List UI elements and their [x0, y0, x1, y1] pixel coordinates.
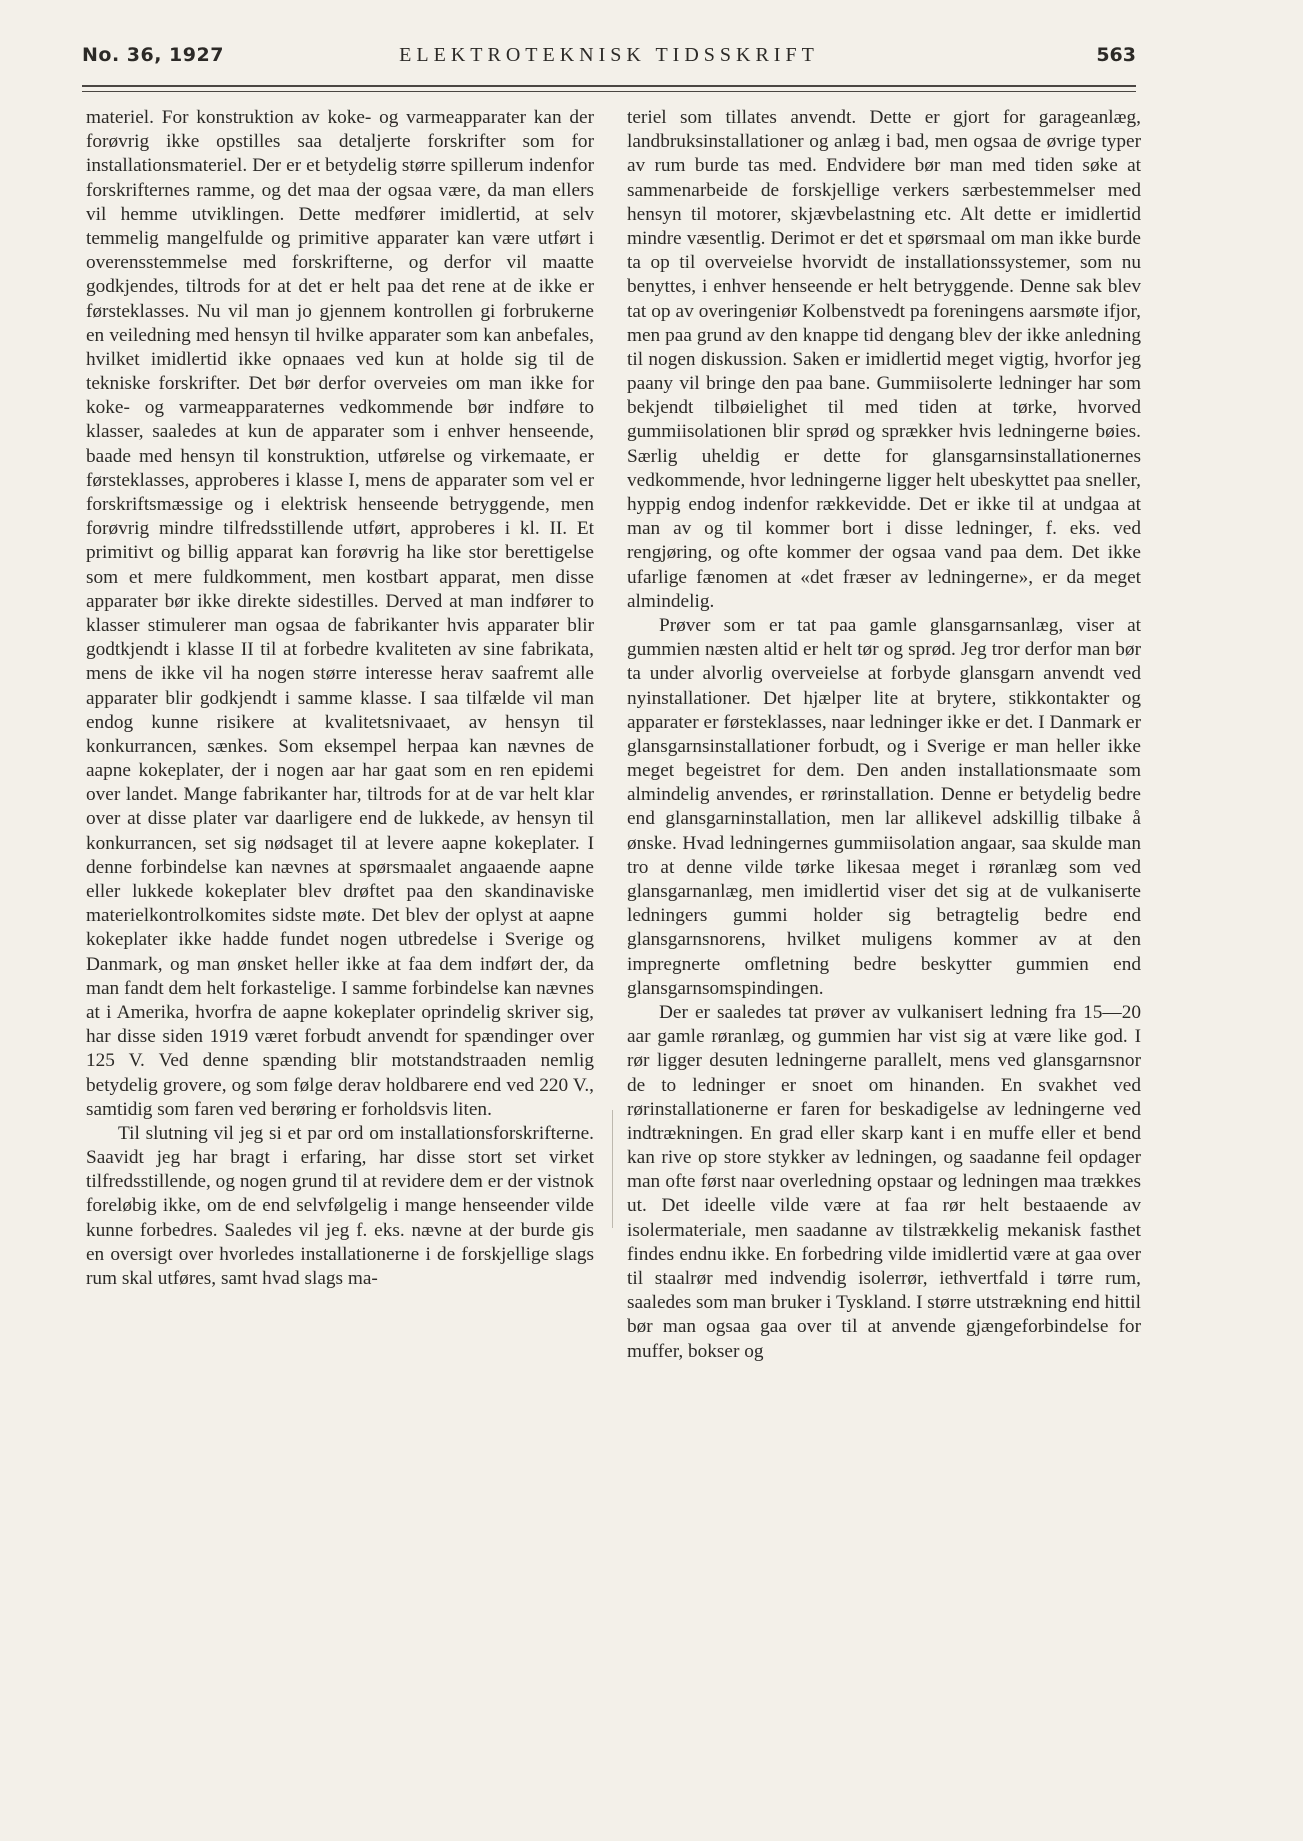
journal-title: ELEKTROTEKNISK TIDSSKRIFT [399, 44, 819, 66]
page-number: 563 [1096, 44, 1136, 66]
page-header [82, 44, 1136, 76]
right-paragraph-3: Der er saaledes tat prøver av vulkanisert ledning fra 15—20 aar gamle røranlæg, og gummien har vist sig at være like god. I rør ligger desuten ledningerne parallelt, mens ved glansgarnsnor de to ledninger er snoet om hinanden. En svakhet ved rørinstallationerne er faren for beskadigelse av ledningerne ved indtrækningen. En grad eller skarp kant i en muffe eller et bend kan rive op store stykker av ledningen, og saadanne feil opdager man ofte først naar overledning opstaar og ledningen maa trækkes ut. Det ideelle vilde være at faa rør helt bestaaende av isolermateriale, men saadanne av tilstrækkelig mekanisk fasthet findes endnu ikke. En forbedring vilde imidlertid være at gaa over til staalrør med indvendig isolerrør, iethvertfald i tørre rum, saaledes som man bruker i Tyskland. I større utstrækning end hittil bør man ogsaa gaa over til at anvende gjængeforbindelse for muffer, bokser og [627, 1001, 1141, 1362]
column-divider [612, 1110, 613, 1228]
left-column [86, 106, 594, 1291]
right-paragraph-1: teriel som tillates anvendt. Dette er gjort for garageanlæg, landbruksinstallationer og anlæg i bad, men ogsaa de øvrige typer av rum burde tas med. Endvidere bør man med tiden søke at sammenarbeide de forskjellige verkers særbestemmelser med hensyn til motorer, skjævbelastning etc. Alt dette er imidlertid mindre væsentlig. Derimot er det et spørsmaal om man ikke burde ta op til overveielse hvorvidt de installationssystemer, som nu benyttes, i enhver henseende er helt betryggende. Denne sak blev tat op av overingeniør Kolbenstvedt pa foreningens aarsmøte ifjor, men paa grund av den knappe tid dengang blev der ikke anledning til nogen diskussion. Saken er imidlertid meget vigtig, hvorfor jeg paany vil bringe den paa bane. Gummiisolerte ledninger har som bekjendt tilbøielighet til med tiden at tørke, hvorved gummiisolationen blir sprød og sprækker hvis ledningerne bøies. Særlig uheldig er dette for glansgarnsinstallationernes vedkommende, hvor ledningerne ligger helt ubeskyttet paa sneller, hyppig endog indenfor rækkevidde. Det er ikke til at undgaa at man av og til kommer bort i disse ledninger, f. eks. ved rengjøring, og ofte kommer der ogsaa vand paa dem. Det ikke ufarlige fænomen at «det fræser av ledningerne», er da meget almindelig. [627, 107, 1141, 612]
right-column [627, 106, 1141, 1364]
left-paragraph-1: materiel. For konstruktion av koke- og varmeapparater kan der forøvrig ikke opstilles saa detaljerte forskrifter som for installationsmateriel. Der er et betydelig større spillerum indenfor forskrifternes ramme, og det maa der ogsaa være, da man ellers vil hemme utviklingen. Dette medfører imidlertid, at selv temmelig mangelfulde og primitive apparater kan være utført i overensstemmelse med forskrifterne, og derfor vil maatte godkjendes, tiltrods for at det er helt paa det rene at de ikke er førsteklasses. Nu vil man jo gjennem kontrollen gi forbrukerne en veiledning med hensyn til hvilke apparater som kan anbefales, hvilket imidlertid ikke opnaaes ved kun at holde sig til de tekniske forskrifter. Det bør derfor overveies om man ikke for koke- og varmeapparaternes vedkommende bør indføre to klasser, saaledes at kun de apparater som i enhver henseende, baade med hensyn til konstruktion, utførelse og virkemaate, er førsteklasses, approberes i klasse I, mens de apparater som vel er forskriftsmæssige og i elektrisk henseende betryggende, men forøvrig mindre tilfredsstillende utført, approberes i kl. II. Et primitivt og billig apparat kan forøvrig ha like stor berettigelse som et mere fuldkomment, men kostbart apparat, men disse apparater bør ikke direkte sidestilles. Derved at man indfører to klasser stimulerer man ogsaa de fabrikanter hvis apparater blir godtkjendt i klasse II til at forbedre kvaliteten av sine fabrikata, mens de ikke vil ha nogen større interesse herav saafremt alle apparater blir godkjendt i samme klasse. I saa tilfælde vil man endog kunne risikere at kvalitetsnivaaet, av hensyn til konkurrancen, sænkes. Som eksempel herpaa kan nævnes de aapne kokeplater, der i nogen aar har gaat som en ren epidemi over landet. Mange fabrikanter har, tiltrods for at de var helt klar over at disse plater var daarligere end de lukkede, av hensyn til konkurrancen, set sig nødsaget til at levere aapne kokeplater. I denne forbindelse kan nævnes at spørsmaalet angaaende aapne eller lukkede kokeplater blev drøftet paa den skandinaviske materielkontrolkomites sidste møte. Det blev der oplyst at aapne kokeplater ikke hadde fundet nogen utbredelse i Sverige og Danmark, og man ønsket heller ikke at faa dem indført der, da man fandt dem helt forkastelige. I samme forbindelse kan nævnes at i Amerika, hvorfra de aapne kokeplater oprindelig skriver sig, har disse siden 1919 været forbudt anvendt for spændinger over 125 V. Ved denne spænding blir motstandstraaden nemlig betydelig grovere, og som følge derav holdbarere end ved 220 V., samtidig som faren ved berøring er forholdsvis liten. [86, 107, 594, 1120]
left-paragraph-2: Til slutning vil jeg si et par ord om installationsforskrifterne. Saavidt jeg har bragt i erfaring, har disse stort set virket tilfredsstillende, og nogen grund til at revidere dem er der vistnok foreløbig ikke, om de end selvfølgelig i mange henseender vilde kunne forbedres. Saaledes vil jeg f. eks. nævne at der burde gis en oversigt over hvorledes installationerne i de forskjellige slags rum skal utføres, samt hvad slags ma- [86, 1122, 594, 1289]
right-paragraph-2: Prøver som er tat paa gamle glansgarnsanlæg, viser at gummien næsten altid er helt tør og sprød. Jeg tror derfor man bør ta under alvorlig overveielse at forbyde glansgarn anvendt ved nyinstallationer. Det hjælper lite at brytere, stikkontakter og apparater er førsteklasses, naar ledninger ikke er det. I Danmark er glansgarnsinstallationer forbudt, og i Sverige er man heller ikke meget begeistret for dem. Den anden installationsmaate som almindelig anvendes, er rørinstallation. Denne er betydelig bedre end glansgarninstallation, men lar allikevel adskillig tilbake å ønske. Hvad ledningernes gummiisolation angaar, saa skulde man tro at denne vilde tørke likesaa meget i røranlæg som ved glansgarnanlæg, men imidlertid viser det sig at de vulkaniserte ledningers gummi holder sig betragtelig bedre end glansgarnsnorens, hvilket muligens kommer av at den impregnerte omfletning bedre beskytter gummien end glansgarnsomspindingen. [627, 614, 1141, 999]
header-rule [82, 85, 1136, 92]
issue-label: No. 36, 1927 [82, 44, 224, 66]
